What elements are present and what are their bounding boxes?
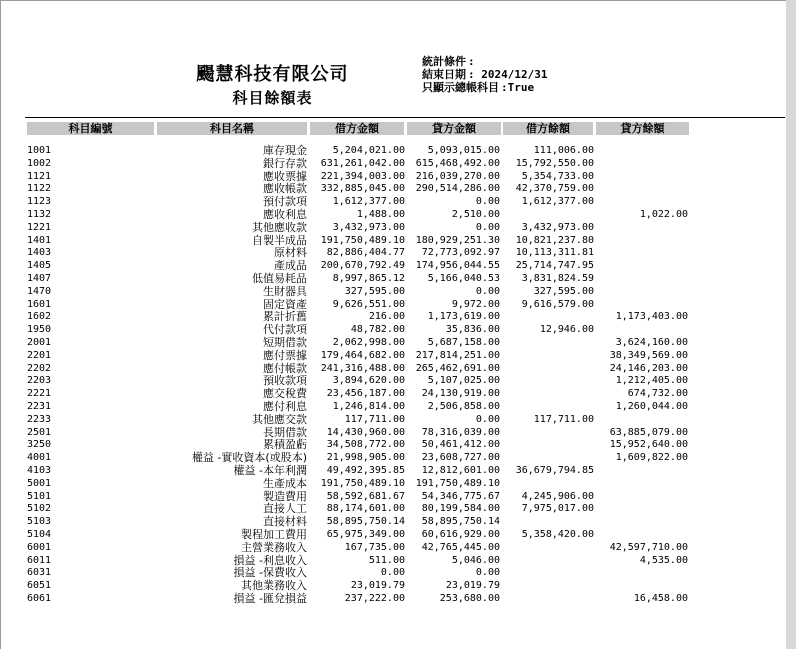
credit-balance: 63,885,079.00: [609, 426, 688, 438]
company-name: 颺慧科技有限公司: [196, 64, 349, 85]
account-name: 直接人工: [263, 502, 307, 516]
credit-amount: 42,765,445.00: [421, 541, 500, 553]
credit-balance: 1,212,405.00: [615, 375, 688, 387]
account-name: 長期借款: [263, 425, 307, 439]
debit-balance: 9,616,579.00: [521, 298, 594, 310]
table-row: [0, 388, 796, 401]
account-code: 5104: [27, 528, 52, 540]
debit-amount: 9,626,551.00: [332, 298, 405, 310]
debit-amount: 237,222.00: [344, 592, 405, 604]
account-name: 其他應交款: [252, 412, 307, 426]
debit-amount: 1,246,814.00: [332, 400, 405, 412]
credit-amount: 5,046.00: [451, 554, 500, 566]
credit-amount: 5,687,158.00: [427, 336, 500, 348]
table-row: [0, 286, 796, 299]
table-row: [0, 452, 796, 465]
account-name: 應收票據: [263, 169, 307, 183]
credit-amount: 23,019.79: [445, 580, 500, 592]
credit-amount: 23,608,727.00: [421, 452, 500, 464]
account-name: 其他業務收入: [241, 579, 307, 593]
account-code: 4103: [27, 464, 52, 476]
account-name: 原材料: [274, 246, 307, 260]
account-code: 1602: [27, 311, 52, 323]
condition-line: [422, 55, 475, 68]
table-row: [0, 414, 796, 427]
account-name: 固定資產: [263, 297, 307, 311]
debit-amount: 58,592,681.67: [326, 490, 405, 502]
debit-amount: 3,432,973.00: [332, 221, 405, 233]
table-row: [0, 567, 796, 580]
table-row: [0, 439, 796, 452]
credit-amount: 50,461,412.00: [421, 439, 500, 451]
account-code: 2231: [27, 400, 52, 412]
account-code: 6051: [27, 580, 52, 592]
account-code: 2203: [27, 375, 52, 387]
debit-balance: 7,975,017.00: [521, 503, 594, 515]
credit-amount: 253,680.00: [439, 592, 500, 604]
debit-amount: 88,174,601.00: [326, 503, 405, 515]
page-edge-top: [0, 0, 796, 1]
debit-balance: 12,946.00: [539, 324, 594, 336]
header-credit-balance: 貸方餘額: [596, 122, 689, 135]
condition-value: :: [468, 55, 475, 68]
table-row: [0, 593, 796, 606]
account-code: 1950: [27, 324, 52, 336]
account-code: 1403: [27, 247, 52, 259]
debit-amount: 191,750,489.10: [320, 477, 405, 489]
debit-balance: 117,711.00: [533, 413, 594, 425]
credit-amount: 72,773,092.97: [421, 247, 500, 259]
account-name: 生產成本: [263, 476, 307, 490]
account-code: 2202: [27, 362, 52, 374]
account-code: 2233: [27, 413, 52, 425]
credit-amount: 0.00: [475, 196, 500, 208]
credit-balance: 1,609,822.00: [615, 452, 688, 464]
table-row: [0, 145, 796, 158]
debit-amount: 1,612,377.00: [332, 196, 405, 208]
table-row: [0, 350, 796, 363]
table-row: [0, 491, 796, 504]
header-debit: 借方金額: [310, 122, 404, 135]
credit-balance: 15,952,640.00: [609, 439, 688, 451]
ledger-only-line: [422, 81, 534, 94]
credit-balance: 4,535.00: [639, 554, 688, 566]
table-row: [0, 516, 796, 529]
table-row: [0, 299, 796, 312]
debit-balance: 5,354,733.00: [521, 170, 594, 182]
credit-amount: 80,199,584.00: [421, 503, 500, 515]
account-name: 代付款項: [263, 323, 307, 337]
debit-amount: 327,595.00: [344, 285, 405, 297]
account-name: 生財器具: [263, 284, 307, 298]
table-row: [0, 337, 796, 350]
debit-amount: 117,711.00: [344, 413, 405, 425]
table-row: [0, 222, 796, 235]
credit-amount: 0.00: [475, 285, 500, 297]
credit-amount: 216,039,270.00: [415, 170, 500, 182]
debit-amount: 179,464,682.00: [320, 349, 405, 361]
credit-balance: 42,597,710.00: [609, 541, 688, 553]
header-credit: 貸方金額: [407, 122, 501, 135]
account-code: 5001: [27, 477, 52, 489]
credit-amount: 12,812,601.00: [421, 464, 500, 476]
debit-balance: 10,821,237.80: [515, 234, 594, 246]
credit-balance: 674,732.00: [627, 388, 688, 400]
table-row: [0, 427, 796, 440]
credit-amount: 2,510.00: [451, 208, 500, 220]
account-name: 應付票據: [263, 348, 307, 362]
table-row: [0, 273, 796, 286]
credit-amount: 191,750,489.10: [415, 477, 500, 489]
credit-balance: 38,349,569.00: [609, 349, 688, 361]
account-name: 低值易耗品: [252, 271, 307, 285]
table-row: [0, 324, 796, 337]
account-code: 1121: [27, 170, 52, 182]
debit-balance: 42,370,759.00: [515, 183, 594, 195]
table-row: [0, 465, 796, 478]
account-code: 1122: [27, 183, 52, 195]
debit-amount: 49,492,395.85: [326, 464, 405, 476]
debit-balance: 10,113,311.81: [515, 247, 594, 259]
credit-balance: 3,624,160.00: [615, 336, 688, 348]
table-row: [0, 555, 796, 568]
table-row: [0, 478, 796, 491]
account-name: 損益 -利息收入: [233, 553, 307, 567]
credit-amount: 290,514,286.00: [415, 183, 500, 195]
debit-amount: 5,204,021.00: [332, 145, 405, 156]
debit-balance: 15,792,550.00: [515, 157, 594, 169]
credit-amount: 0.00: [475, 567, 500, 579]
debit-balance: 3,432,973.00: [521, 221, 594, 233]
table-row: [0, 580, 796, 593]
credit-amount: 174,956,044.55: [415, 260, 500, 272]
debit-amount: 631,261,042.00: [320, 157, 405, 169]
account-name: 累計折舊: [263, 310, 307, 324]
credit-amount: 78,316,039.00: [421, 426, 500, 438]
credit-balance: 1,260,044.00: [615, 400, 688, 412]
debit-amount: 65,975,349.00: [326, 528, 405, 540]
credit-amount: 35,836.00: [445, 324, 500, 336]
credit-amount: 217,814,251.00: [415, 349, 500, 361]
debit-balance: 3,831,824.59: [521, 272, 594, 284]
account-name: 應付帳款: [263, 361, 307, 375]
account-code: 1401: [27, 234, 52, 246]
debit-amount: 21,998,905.00: [326, 452, 405, 464]
debit-amount: 58,895,750.14: [326, 516, 405, 528]
credit-amount: 60,616,929.00: [421, 528, 500, 540]
credit-amount: 24,130,919.00: [421, 388, 500, 400]
table-row: [0, 247, 796, 260]
table-row: [0, 171, 796, 184]
debit-balance: 5,358,420.00: [521, 528, 594, 540]
account-code: 2501: [27, 426, 52, 438]
debit-amount: 3,894,620.00: [332, 375, 405, 387]
account-name: 庫存現金: [263, 144, 307, 157]
account-name: 製程加工費用: [241, 527, 307, 541]
condition-label: 統計條件: [422, 55, 466, 68]
debit-amount: 34,508,772.00: [326, 439, 405, 451]
header-debit-balance: 借方餘額: [503, 122, 593, 135]
end-date-value: : 2024/12/31: [468, 68, 548, 81]
end-date-label: 結束日期: [422, 68, 466, 81]
credit-balance: 1,173,403.00: [615, 311, 688, 323]
account-name: 應收利息: [263, 207, 307, 221]
account-name: 自製半成品: [252, 233, 307, 247]
account-name: 損益 -匯兌損益: [233, 591, 307, 605]
table-row: [0, 529, 796, 542]
credit-amount: 265,462,691.00: [415, 362, 500, 374]
credit-amount: 180,929,251.30: [415, 234, 500, 246]
debit-amount: 23,456,187.00: [326, 388, 405, 400]
account-code: 6061: [27, 592, 52, 604]
account-code: 1405: [27, 260, 52, 272]
account-code: 6011: [27, 554, 52, 566]
table-row: [0, 363, 796, 376]
table-row: [0, 260, 796, 273]
debit-balance: 36,679,794.85: [515, 464, 594, 476]
debit-amount: 8,997,865.12: [332, 272, 405, 284]
debit-amount: 82,886,404.77: [326, 247, 405, 259]
debit-amount: 14,430,960.00: [326, 426, 405, 438]
credit-amount: 5,107,025.00: [427, 375, 500, 387]
debit-amount: 191,750,489.10: [320, 234, 405, 246]
debit-amount: 2,062,998.00: [332, 336, 405, 348]
account-code: 1601: [27, 298, 52, 310]
account-name: 應收帳款: [263, 182, 307, 196]
credit-balance: 16,458.00: [633, 592, 688, 604]
account-code: 6001: [27, 541, 52, 553]
debit-balance: 327,595.00: [533, 285, 594, 297]
credit-amount: 54,346,775.67: [421, 490, 500, 502]
account-code: 1002: [27, 157, 52, 169]
account-code: 2221: [27, 388, 52, 400]
end-date-line: [422, 68, 547, 81]
ledger-table-body: [0, 145, 796, 606]
report-title: 科目餘額表: [232, 89, 313, 107]
credit-amount: 0.00: [475, 221, 500, 233]
ledger-only-label: 只顯示總帳科目: [422, 81, 499, 94]
header-account-code: 科目編號: [27, 122, 154, 135]
account-code: 2001: [27, 336, 52, 348]
debit-amount: 511.00: [368, 554, 405, 566]
debit-balance: 111,006.00: [533, 145, 594, 156]
account-code: 3250: [27, 439, 52, 451]
table-row: [0, 158, 796, 171]
account-code: 1407: [27, 272, 52, 284]
table-row: [0, 183, 796, 196]
account-name: 預付款項: [263, 195, 307, 209]
credit-amount: 1,173,619.00: [427, 311, 500, 323]
header-rule: [25, 117, 785, 118]
account-code: 1123: [27, 196, 52, 208]
debit-amount: 216.00: [368, 311, 405, 323]
account-code: 1221: [27, 221, 52, 233]
account-code: 6031: [27, 567, 52, 579]
account-name: 權益 -本年利潤: [233, 463, 307, 477]
credit-balance: 24,146,203.00: [609, 362, 688, 374]
debit-amount: 23,019.79: [350, 580, 405, 592]
debit-balance: 1,612,377.00: [521, 196, 594, 208]
account-name: 累積盈虧: [263, 438, 307, 452]
credit-amount: 2,506,858.00: [427, 400, 500, 412]
debit-amount: 1,488.00: [356, 208, 405, 220]
debit-balance: 4,245,906.00: [521, 490, 594, 502]
debit-amount: 0.00: [380, 567, 405, 579]
account-name: 直接材料: [263, 515, 307, 529]
account-code: 1470: [27, 285, 52, 297]
header-account-name: 科目名稱: [157, 122, 307, 135]
table-row: [0, 311, 796, 324]
account-code: 5103: [27, 516, 52, 528]
account-code: 5102: [27, 503, 52, 515]
account-name: 產成品: [274, 259, 307, 273]
debit-amount: 221,394,003.00: [320, 170, 405, 182]
credit-amount: 9,972.00: [451, 298, 500, 310]
debit-amount: 48,782.00: [350, 324, 405, 336]
credit-amount: 0.00: [475, 413, 500, 425]
account-name: 損益 -保費收入: [233, 566, 307, 580]
account-name: 製造費用: [263, 489, 307, 503]
account-name: 應付利息: [263, 399, 307, 413]
ledger-only-value: :True: [501, 81, 535, 94]
account-name: 主營業務收入: [241, 540, 307, 554]
debit-amount: 167,735.00: [344, 541, 405, 553]
table-row: [0, 235, 796, 248]
account-code: 5101: [27, 490, 52, 502]
account-name: 應交稅費: [263, 387, 307, 401]
account-name: 權益 -實收資本(或股本): [191, 451, 307, 465]
table-row: [0, 209, 796, 222]
debit-balance: 25,714,747.95: [515, 260, 594, 272]
credit-amount: 5,166,040.53: [427, 272, 500, 284]
debit-amount: 200,670,792.49: [320, 260, 405, 272]
table-row: [0, 503, 796, 516]
account-name: 銀行存款: [263, 156, 307, 170]
debit-amount: 241,316,488.00: [320, 362, 405, 374]
account-code: 1001: [27, 145, 52, 156]
account-code: 1132: [27, 208, 52, 220]
account-code: 4001: [27, 452, 52, 464]
table-row: [0, 196, 796, 209]
debit-amount: 332,885,045.00: [320, 183, 405, 195]
credit-amount: 5,093,015.00: [427, 145, 500, 156]
credit-amount: 58,895,750.14: [421, 516, 500, 528]
table-row: [0, 401, 796, 414]
account-name: 短期借款: [263, 335, 307, 349]
account-code: 2201: [27, 349, 52, 361]
account-name: 其他應收款: [252, 220, 307, 234]
credit-amount: 615,468,492.00: [415, 157, 500, 169]
credit-balance: 1,022.00: [639, 208, 688, 220]
table-row: [0, 542, 796, 555]
account-name: 預收款項: [263, 374, 307, 388]
table-row: [0, 375, 796, 388]
